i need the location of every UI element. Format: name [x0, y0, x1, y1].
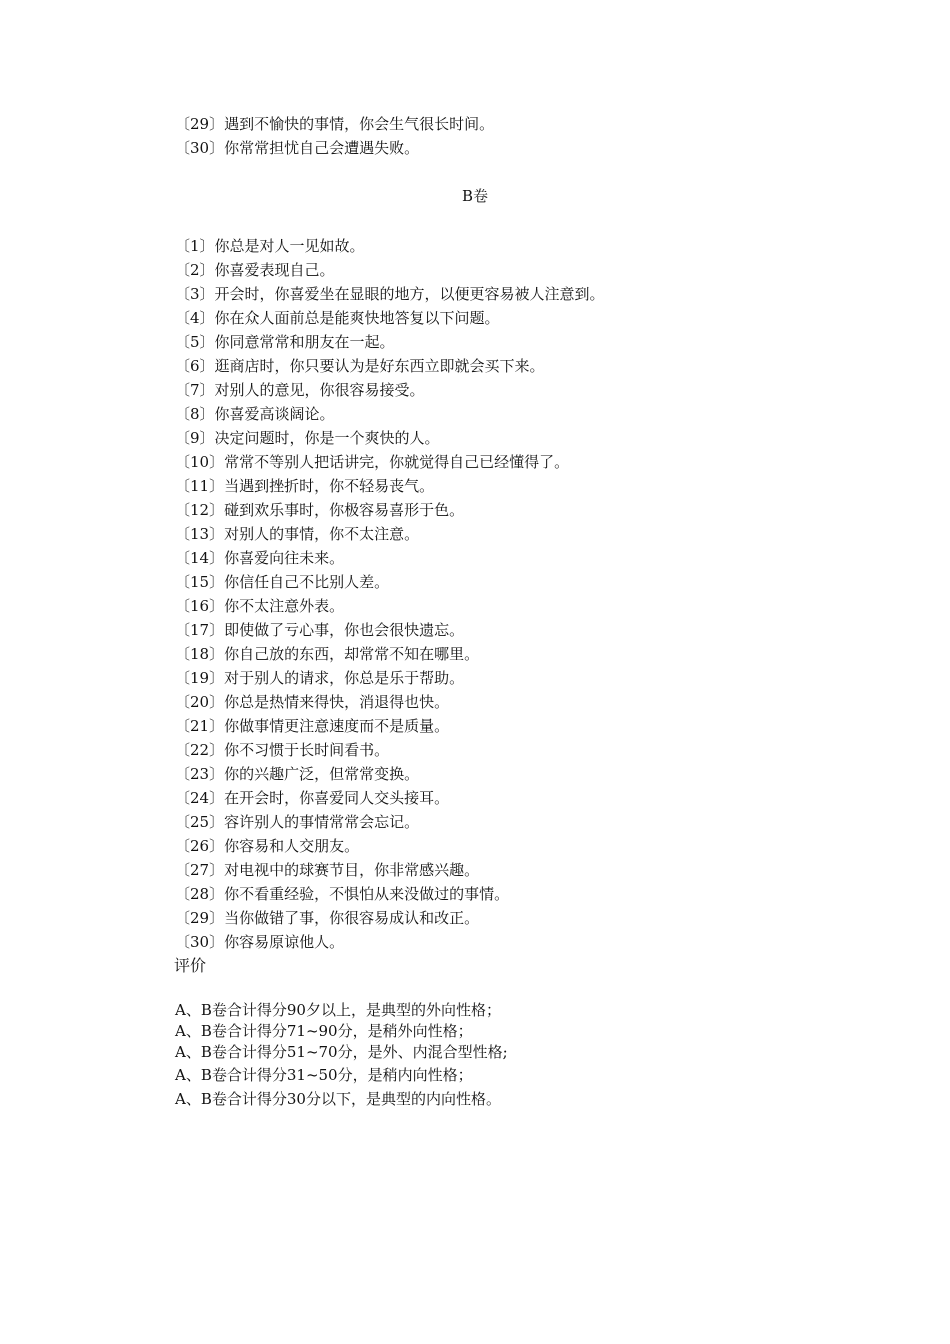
b-item-28: 〔28〕你不看重经验，不惧怕从来没做过的事情。 [175, 885, 510, 903]
b-item-8: 〔8〕你喜爱高谈阔论。 [175, 405, 335, 423]
section-b-title: B卷 [461, 187, 489, 205]
b-item-1: 〔1〕你总是对人一见如故。 [175, 237, 365, 255]
b-item-15: 〔15〕你信任自己不比别人差。 [175, 573, 390, 591]
b-item-5: 〔5〕你同意常常和朋友在一起。 [175, 333, 395, 351]
b-item-7: 〔7〕对别人的意见，你很容易接受。 [175, 381, 425, 399]
evaluation-item-3: A、B卷合计得分51~70分，是外、内混合型性格; [175, 1043, 508, 1061]
b-item-11: 〔11〕当遇到挫折时，你不轻易丧气。 [175, 477, 435, 495]
b-item-27: 〔27〕对电视中的球赛节目，你非常感兴趣。 [175, 861, 480, 879]
b-item-14: 〔14〕你喜爱向往未来。 [175, 549, 345, 567]
b-item-9: 〔9〕决定问题时，你是一个爽快的人。 [175, 429, 440, 447]
b-item-16: 〔16〕你不太注意外表。 [175, 597, 345, 615]
b-item-21: 〔21〕你做事情更注意速度而不是质量。 [175, 717, 450, 735]
b-item-30: 〔30〕你容易原谅他人。 [175, 933, 345, 951]
b-item-4: 〔4〕你在众人面前总是能爽快地答复以下问题。 [175, 309, 500, 327]
b-item-22: 〔22〕你不习惯于长时间看书。 [175, 741, 390, 759]
b-item-2: 〔2〕你喜爱表现自己。 [175, 261, 335, 279]
b-item-6: 〔6〕逛商店时，你只要认为是好东西立即就会买下来。 [175, 357, 545, 375]
b-item-10: 〔10〕常常不等别人把话讲完，你就觉得自己已经懂得了。 [175, 453, 570, 471]
b-item-24: 〔24〕在开会时，你喜爱同人交头接耳。 [175, 789, 450, 807]
evaluation-heading: 评价 [174, 956, 207, 975]
b-item-17: 〔17〕即使做了亏心事，你也会很快遗忘。 [175, 621, 465, 639]
b-item-12: 〔12〕碰到欢乐事时，你极容易喜形于色。 [175, 501, 465, 519]
b-item-3: 〔3〕开会时，你喜爱坐在显眼的地方，以便更容易被人注意到。 [175, 285, 605, 303]
evaluation-item-4: A、B卷合计得分31~50分，是稍内向性格； [175, 1066, 473, 1084]
a-item-29: 〔29〕遇到不愉快的事情，你会生气很长时间。 [175, 115, 495, 133]
b-item-23: 〔23〕你的兴趣广泛，但常常变换。 [175, 765, 420, 783]
b-item-18: 〔18〕你自己放的东西，却常常不知在哪里。 [175, 645, 480, 663]
b-item-29: 〔29〕当你做错了事，你很容易成认和改正。 [175, 909, 480, 927]
b-item-13: 〔13〕对别人的事情，你不太注意。 [175, 525, 420, 543]
b-item-19: 〔19〕对于别人的请求，你总是乐于帮助。 [175, 669, 465, 687]
evaluation-item-5: A、B卷合计得分30分以下，是典型的内向性格。 [175, 1090, 501, 1108]
evaluation-item-1: A、B卷合计得分90夕以上，是典型的外向性格； [175, 1001, 501, 1019]
b-item-20: 〔20〕你总是热情来得快，消退得也快。 [175, 693, 450, 711]
b-item-26: 〔26〕你容易和人交朋友。 [175, 837, 360, 855]
a-item-30: 〔30〕你常常担忧自己会遭遇失败。 [175, 139, 420, 157]
evaluation-item-2: A、B卷合计得分71~90分，是稍外向性格； [175, 1022, 473, 1040]
b-item-25: 〔25〕容许别人的事情常常会忘记。 [175, 813, 420, 831]
